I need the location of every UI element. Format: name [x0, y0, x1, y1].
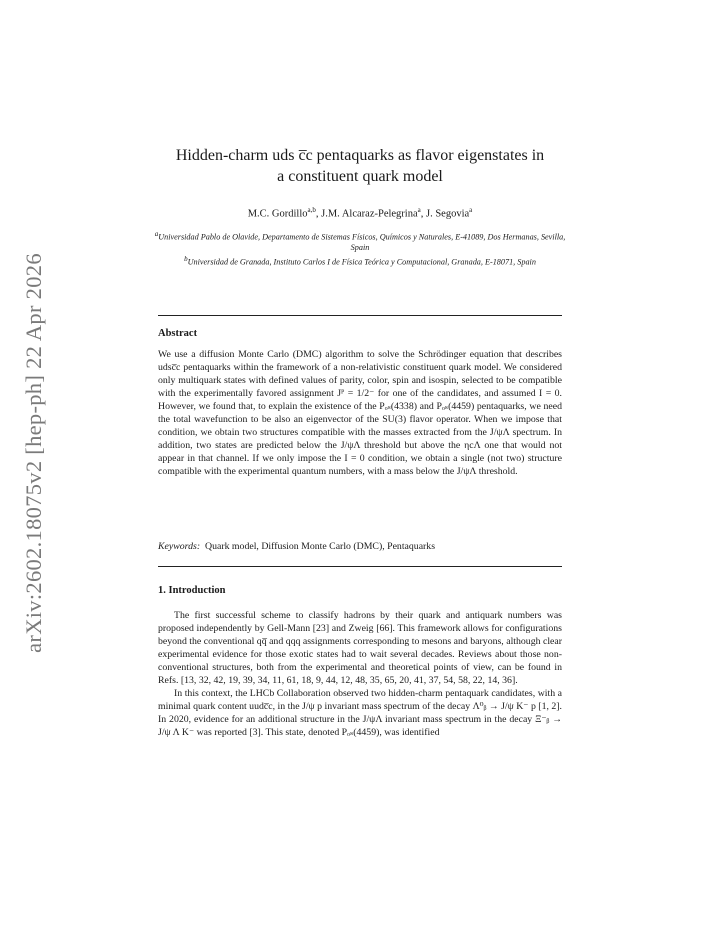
affiliation-mark: b [184, 254, 188, 263]
author-name: M.C. Gordillo [247, 208, 308, 220]
intro-paragraph: In this context, the LHCb Collaboration observed two hidden-charm pentaquark candidates, with a minimal quark content uudc̅c, in the J/ψ p invariant mass spectrum of the decay Λ⁰ᵦ → J/ψ K⁻ p [1, 2]. In 2020, evidence for an additional structure in the J/ψΛ invariant mass spectrum in the decay Ξ⁻ᵦ → J/ψ Λ K⁻ was reported [3]. This state, denoted Pₒₛ(4459), was identified [158, 688, 562, 738]
affiliation-b [150, 254, 570, 268]
author-affil-mark: a,b [307, 206, 316, 214]
author-name: J.M. Alcaraz-Pelegrina [321, 208, 418, 220]
abstract-heading: Abstract [158, 328, 198, 339]
affiliation-text: Universidad Pablo de Olavide, Departamento de Sistemas Físicos, Químicos y Naturales, E-41089, Dos Hermanas, Sevilla, Spain [158, 232, 566, 253]
abstract-bottom-rule [158, 566, 562, 567]
affiliation-list [150, 229, 570, 268]
abstract-text: We use a diffusion Monte Carlo (DMC) algorithm to solve the Schrödinger equation that describes udsc̅c pentaquarks within the framework of a non-relativistic constituent quark model. We considered only multiquark states with defined values of parity, color, spin and isospin, selected to be compatible with the experimentally favored assignment Jᴾ = 1/2⁻ for one of the candidates, and assumed I = 0. However, we found that, to explain the existence of the Pₒₛ(4338) and Pₒₛ(4459) pentaquarks, we need the total wavefunction to be also an eigenvector of the SU(3) flavor operator. When we impose that condition, we obtain two structures compatible with the masses extracted from the J/ψΛ spectrum. In addition, two states are predicted below the J/ψΛ threshold but above the ηcΛ one that would not appear in that channel. If we only impose the I = 0 condition, we obtain a single (not two) structure compatible with the experimental quantum numbers, with a mass below the J/ψΛ threshold. [158, 349, 562, 477]
introduction-body [158, 609, 562, 739]
keywords-line [158, 541, 562, 552]
author-affil-mark: a [469, 206, 473, 214]
keywords-text: Quark model, Diffusion Monte Carlo (DMC), Pentaquarks [205, 541, 436, 552]
arxiv-identifier-text: arXiv:2602.18075v2 [hep-ph] 22 Apr 2026 [21, 253, 46, 653]
abstract-top-rule [158, 315, 562, 316]
arxiv-identifier-stamp [14, 253, 54, 653]
author-list: M.C. Gordillo$^{a,b}$, J.M. Alcaraz-Pelegrina$^a$, J. Segovia$^a$ [247, 206, 473, 220]
section-heading-introduction: 1. Introduction [158, 585, 226, 596]
intro-paragraph: The first successful scheme to classify hadrons by their quark and antiquark numbers was proposed independently by Gell-Mann [23] and Zweig [66]. This framework allows for configurations beyond the conventional qq̅ and qqq assignments corresponding to mesons and baryons, although clear experimental evidence for those exotic states had to wait several decades. Reviews about those non-conventional structures, both from the experimental and theoretical points of view, can be found in Refs. [13, 32, 42, 19, 39, 34, 11, 61, 18, 9, 44, 12, 48, 35, 65, 20, 41, 37, 54, 58, 22, 14, 36]. [158, 610, 562, 686]
author-name: J. Segovia [426, 208, 470, 220]
author-affil-mark: a [417, 206, 421, 214]
keywords-label: Keywords: [158, 541, 201, 552]
affiliation-text: Universidad de Granada, Instituto Carlos I de Física Teórica y Computacional, Granada, E-18071, Spain [187, 257, 536, 267]
paper-title [150, 145, 570, 187]
affiliation-mark: a [154, 230, 159, 238]
affiliation-a [150, 229, 570, 254]
title-line-2: a constituent quark model [277, 168, 443, 185]
title-line-1: Hidden-charm uds c̅c pentaquarks as flavor eigenstates in [175, 147, 545, 164]
